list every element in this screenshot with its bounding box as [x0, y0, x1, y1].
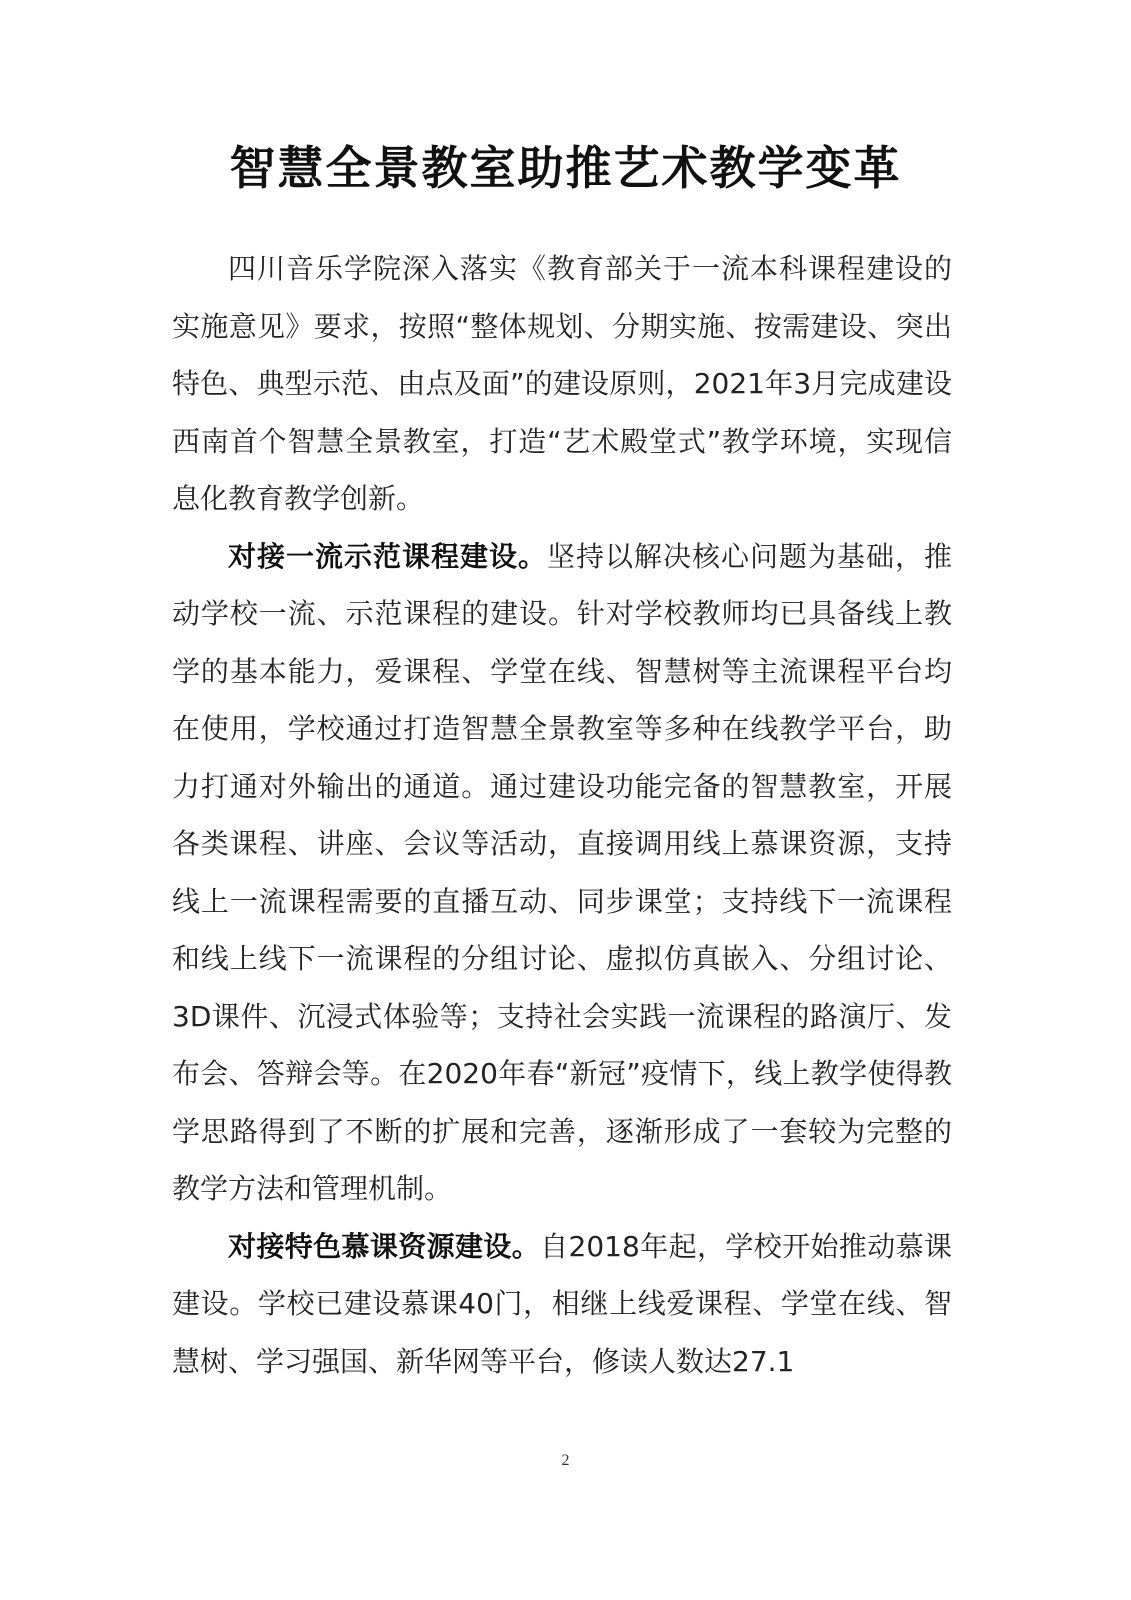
paragraph-text: 坚持以解决核心问题为基础，推动学校一流、示范课程的建设。针对学校教师均已具备线上教学的基本能力，爱课程、学堂在线、智慧树等主流课程平台均在使用，学校通过打造智慧全景教室等多种在线教学平台，助力打通对外输出的通道。通过建设功能完备的智慧教室，开展各类课程、讲座、会议等活动，直接调用线上慕课资源，支持线上一流课程需要的直播互动、同步课堂；支持线下一流课程和线上线下一流课程的分组讨论、虚拟仿真嵌入、分组讨论、3D课件、沉浸式体验等；支持社会实践一流课程的路演厅、发布会、答辩会等。在2020年春“新冠”疫情下，线上教学使得教学思路得到了不断的扩展和完善，逐渐形成了一套较为完整的教学方法和管理机制。: [172, 539, 952, 1205]
paragraph-lead: 对接特色慕课资源建设。: [228, 1229, 541, 1263]
document-body: [172, 240, 952, 1390]
paragraph-course-construction: [172, 528, 952, 1218]
document-title: 智慧全景教室助推艺术教学变革: [229, 141, 902, 195]
paragraph-intro: [172, 240, 952, 528]
paragraph-mooc-resources: [172, 1218, 952, 1391]
paragraph-lead: 对接一流示范课程建设。: [228, 539, 547, 573]
paragraph-text: 四川音乐学院深入落实《教育部关于一流本科课程建设的实施意见》要求，按照“整体规划、分期实施、按需建设、突出特色、典型示范、由点及面”的建设原则，2021年3月完成建设西南首个智慧全景教室，打造“艺术殿堂式”教学环境，实现信息化教育教学创新。: [172, 252, 952, 515]
paragraph-text: 自2018年起，学校开始推动慕课建设。学校已建设慕课40门，相继上线爱课程、学堂在线、智慧树、学习强国、新华网等平台，修读人数达27.1: [172, 1229, 952, 1378]
page-number: 2: [561, 1452, 570, 1469]
